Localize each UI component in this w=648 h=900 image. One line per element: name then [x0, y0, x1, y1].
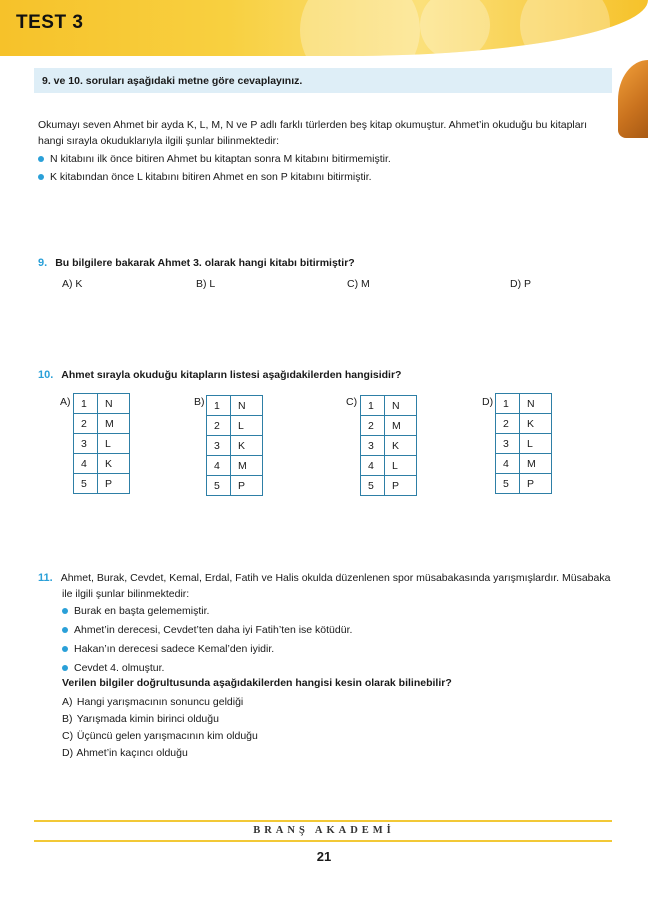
table-cell: K [98, 454, 130, 474]
page-side-tab [618, 60, 648, 138]
table-cell: 3 [207, 436, 231, 456]
table-cell: 3 [496, 434, 520, 454]
table-cell: N [520, 394, 552, 414]
table-cell: K [385, 436, 417, 456]
table-cell: 2 [74, 414, 98, 434]
question-10 [38, 367, 401, 383]
q10-option-c-label[interactable]: C) [346, 396, 358, 408]
question-text: Bu bilgilere bakarak Ahmet 3. olarak hangi kitabı bitirmiştir? [55, 257, 355, 269]
question-11 [38, 570, 616, 602]
question-number: 9. [38, 257, 48, 269]
table-cell: L [520, 434, 552, 454]
passage-bullet: N kitabını ilk önce bitiren Ahmet bu kitaptan sonra M kitabını bitirmemiştir. [38, 151, 613, 167]
table-cell: 5 [207, 476, 231, 496]
table-cell: M [385, 416, 417, 436]
q11-fact: Burak en başta gelememiştir. [62, 603, 602, 619]
q10-option-d-label[interactable]: D) [482, 396, 494, 408]
table-cell: L [385, 456, 417, 476]
q10-option-b-table[interactable] [206, 395, 263, 496]
table-cell: P [520, 474, 552, 494]
q11-options [62, 694, 258, 762]
banner-bubble [420, 0, 490, 56]
q11-option-c[interactable]: C) Üçüncü gelen yarışmacının kim olduğu [62, 730, 258, 742]
question-number: 11. [38, 572, 53, 584]
passage-line: hangi sırayla okuduklarıyla ilgili şunlar bilinmektedir: [38, 135, 280, 147]
q9-option-c[interactable]: C) M [347, 278, 370, 290]
table-cell: 1 [74, 394, 98, 414]
footer-divider [34, 840, 612, 842]
table-cell: 4 [74, 454, 98, 474]
q11-option-d[interactable]: D) Ahmet’in kaçıncı olduğu [62, 747, 188, 759]
table-cell: 1 [496, 394, 520, 414]
passage-bullet: K kitabından önce L kitabını bitiren Ahmet en son P kitabını bitirmiştir. [38, 169, 613, 185]
passage-line: Okumayı seven Ahmet bir ayda K, L, M, N ve P adlı farklı türlerden beş kitap okumuştur. Ahmet’in okuduğu bu kitapları [38, 119, 587, 131]
table-cell: 4 [207, 456, 231, 476]
q9-option-b[interactable]: B) L [196, 278, 216, 290]
table-cell: P [385, 476, 417, 496]
table-cell: 3 [361, 436, 385, 456]
table-cell: L [98, 434, 130, 454]
question-number: 10. [38, 369, 54, 381]
table-cell: M [231, 456, 263, 476]
table-cell: 5 [496, 474, 520, 494]
q11-option-b[interactable]: B) Yarışmada kimin birinci olduğu [62, 713, 219, 725]
q11-option-a[interactable]: A) Hangi yarışmacının sonuncu geldiği [62, 696, 244, 708]
q10-option-a-label[interactable]: A) [60, 396, 71, 408]
table-cell: 2 [207, 416, 231, 436]
q11-fact: Hakan’ın derecesi sadece Kemal’den iyidir. [62, 641, 602, 657]
table-cell: M [98, 414, 130, 434]
table-cell: 4 [361, 456, 385, 476]
table-cell: K [231, 436, 263, 456]
header-banner [0, 0, 648, 56]
q9-option-d[interactable]: D) P [510, 278, 531, 290]
table-cell: P [231, 476, 263, 496]
table-cell: 2 [496, 414, 520, 434]
table-cell: N [98, 394, 130, 414]
banner-bubble [520, 0, 610, 56]
table-cell: 5 [361, 476, 385, 496]
table-cell: M [520, 454, 552, 474]
q10-option-a-table[interactable] [73, 393, 130, 494]
passage [38, 117, 613, 185]
question-text: Ahmet, Burak, Cevdet, Kemal, Erdal, Fatih ve Halis okulda düzenlenen spor müsabakasında yarışmışlardır. Müsabaka [60, 572, 611, 584]
table-cell: L [231, 416, 263, 436]
table-cell: 5 [74, 474, 98, 494]
brand-name: BRANŞ AKADEMİ [253, 825, 395, 836]
test-title: TEST 3 [16, 12, 84, 33]
q11-facts [62, 603, 602, 679]
q11-fact: Ahmet’in derecesi, Cevdet’ten daha iyi Fatih’ten ise kötüdür. [62, 622, 602, 638]
q10-option-d-table[interactable] [495, 393, 552, 494]
q9-option-a[interactable]: A) K [62, 278, 83, 290]
q10-option-b-label[interactable]: B) [194, 396, 205, 408]
footer-divider [34, 820, 612, 822]
table-cell: 3 [74, 434, 98, 454]
table-cell: N [385, 396, 417, 416]
table-cell: N [231, 396, 263, 416]
banner-bubble [300, 0, 420, 56]
question-text: Ahmet sırayla okuduğu kitapların listesi aşağıdakilerden hangisidir? [61, 369, 402, 381]
q10-option-c-table[interactable] [360, 395, 417, 496]
table-cell: P [98, 474, 130, 494]
table-cell: K [520, 414, 552, 434]
table-cell: 4 [496, 454, 520, 474]
q11-fact: Cevdet 4. olmuştur. [62, 660, 602, 676]
page-number: 21 [316, 849, 332, 864]
table-cell: 1 [361, 396, 385, 416]
question-text: ile ilgili şunlar bilinmektedir: [62, 588, 190, 600]
instruction-bar: 9. ve 10. soruları aşağıdaki metne göre cevaplayınız. [34, 68, 612, 93]
q11-question: Verilen bilgiler doğrultusunda aşağıdakilerden hangisi kesin olarak bilinebilir? [62, 677, 452, 689]
table-cell: 1 [207, 396, 231, 416]
question-9 [38, 255, 355, 271]
table-cell: 2 [361, 416, 385, 436]
